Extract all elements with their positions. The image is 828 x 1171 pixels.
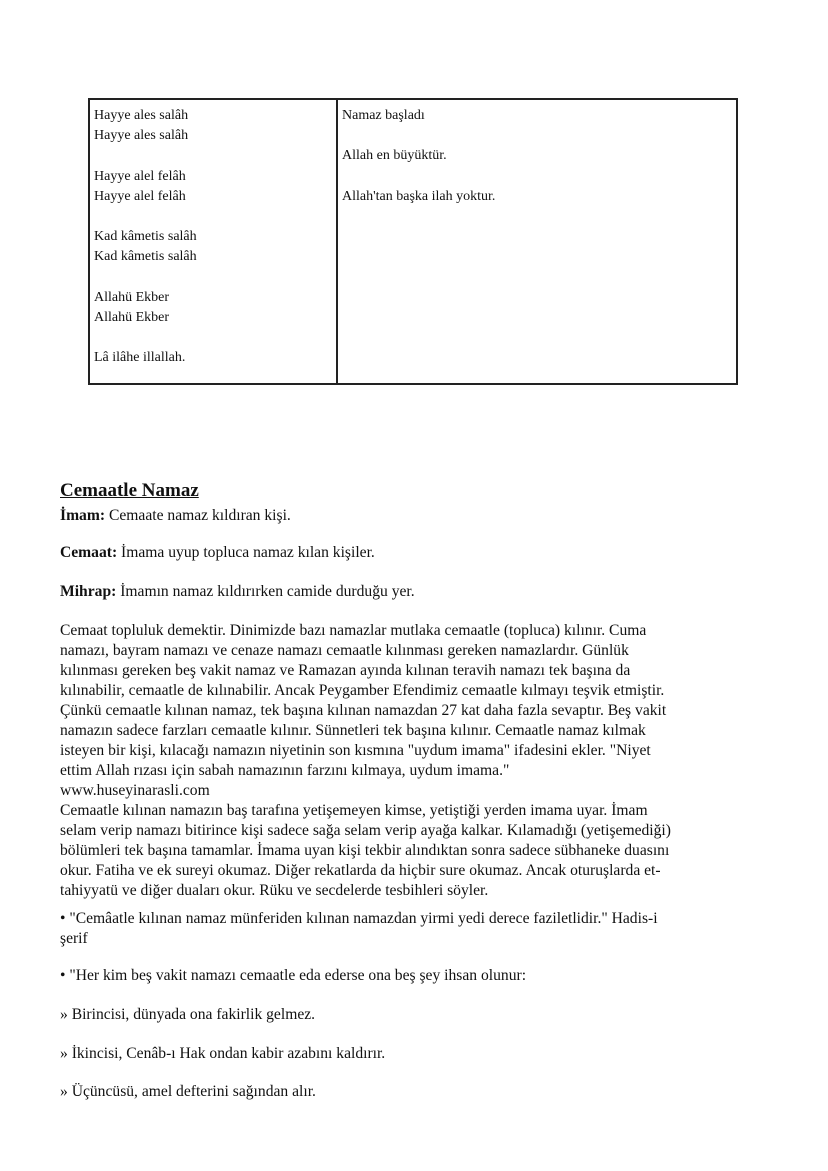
text-line: Allah'tan başka ilah yoktur. [342, 188, 496, 204]
definition-text: Cemaate namaz kıldıran kişi. [105, 507, 291, 524]
translation-table [88, 98, 738, 385]
text-line: Allah en büyüktür. [342, 148, 447, 164]
text-line: Namaz başladı [342, 108, 425, 123]
term: Cemaat: [60, 544, 118, 561]
text-line: okur. Fatiha ve ek sureyi okumaz. Diğer rekatlarda da hiçbir sure okumaz. Ancak oturuşlarda et- [60, 862, 661, 879]
text-line: Hayye ales salâh [94, 128, 189, 144]
text-line: Cemaat topluluk demektir. Dinimizde bazı namazlar mutlaka cemaatle (topluca) kılınır. Cuma [60, 622, 647, 639]
term: İmam: [60, 507, 106, 524]
section-title: Cemaatle Namaz [60, 480, 199, 501]
hadith-quote [60, 909, 658, 949]
text-line: namazı, bayram namazı ve cenaze namazı cemaatle kılınması gereken namazlardır. Günlük [60, 642, 629, 659]
text-line: Allahü Ekber [94, 289, 170, 305]
text-line [94, 268, 332, 288]
list-intro: • "Her kim beş vakit namazı cemaatle eda ederse ona beş şey ihsan olunur: [60, 967, 527, 984]
text-line: Kad kâmetis salâh [94, 249, 197, 265]
arabic-column [90, 100, 338, 383]
text-line: Hayye alel felâh [94, 168, 186, 184]
text-line [342, 167, 732, 187]
text-line [342, 126, 732, 146]
text-line: ettim Allah rızası için sabah namazının farzını kılmaya, uydum imama." [60, 762, 510, 779]
body-paragraph [60, 621, 671, 901]
text-line: kılınması gereken beş vakit namaz ve Ramazan ayında kılınan teravih namazı tek başına da [60, 662, 631, 679]
text-line: Cemaatle kılınan namazın baş tarafına yetişemeyen kimse, yetiştiği yerden imama uyar. İmam [60, 802, 648, 819]
text-line: isteyen bir kişi, kılacağı namazın niyetinin son kısmına "uydum imama" ifadesini ekler. "Niyet [60, 742, 651, 759]
list-item: » Üçüncüsü, amel defterini sağından alır. [60, 1083, 316, 1100]
text-line: bölümleri tek başına tamamlar. İmama uyan kişi tekbir alındıktan sonra sadece sübhaneke duasını [60, 842, 670, 859]
list-item: » İkincisi, Cenâb-ı Hak ondan kabir azabını kaldırır. [60, 1045, 386, 1062]
text-line: Çünkü cemaatle kılınan namaz, tek başına kılınan namazdan 27 kat daha fazla sevaptır. Beş vakit [60, 702, 667, 719]
text-line: Lâ ilâhe illallah. [94, 350, 186, 366]
definition-cemaat [60, 543, 375, 563]
text-line: www.huseyinarasli.com [60, 782, 210, 799]
definition-text: İmama uyup topluca namaz kılan kişiler. [117, 544, 375, 561]
text-line: Kad kâmetis salâh [94, 229, 197, 245]
text-line [94, 207, 332, 227]
text-line: Hayye ales salâh [94, 108, 189, 123]
list-item: » Birincisi, dünyada ona fakirlik gelmez. [60, 1006, 316, 1023]
text-line: tahiyyatü ve diğer duaları okur. Rüku ve secdelerde tesbihleri söyler. [60, 882, 489, 899]
text-line: şerif [60, 930, 88, 947]
text-line: kılınabilir, cemaatle de kılınabilir. Ancak Peygamber Efendimiz cemaatle kılmayı teşvik etmiştir. [60, 682, 665, 699]
term: Mihrap: [60, 583, 117, 600]
definition-mihrap [60, 582, 415, 602]
definition-text: İmamın namaz kıldırırken camide durduğu yer. [116, 583, 415, 600]
text-line: Hayye alel felâh [94, 188, 186, 204]
text-line: Allahü Ekber [94, 309, 170, 325]
definition-imam [60, 506, 291, 526]
text-line: • "Cemâatle kılınan namaz münferiden kılınan namazdan yirmi yedi derece faziletlidir." Hadis-i [60, 910, 658, 927]
meaning-column [338, 100, 736, 383]
text-line [94, 328, 332, 348]
text-line [94, 146, 332, 166]
text-line: selam verip namazı bitirince kişi sadece sağa selam verip ayağa kalkar. Kılamadığı (yetişemediği) [60, 822, 671, 839]
text-line: namazın sadece farzları cemaatle kılınır. Sünnetleri tek başına kılınır. Cemaatle namaz kılmak [60, 722, 646, 739]
